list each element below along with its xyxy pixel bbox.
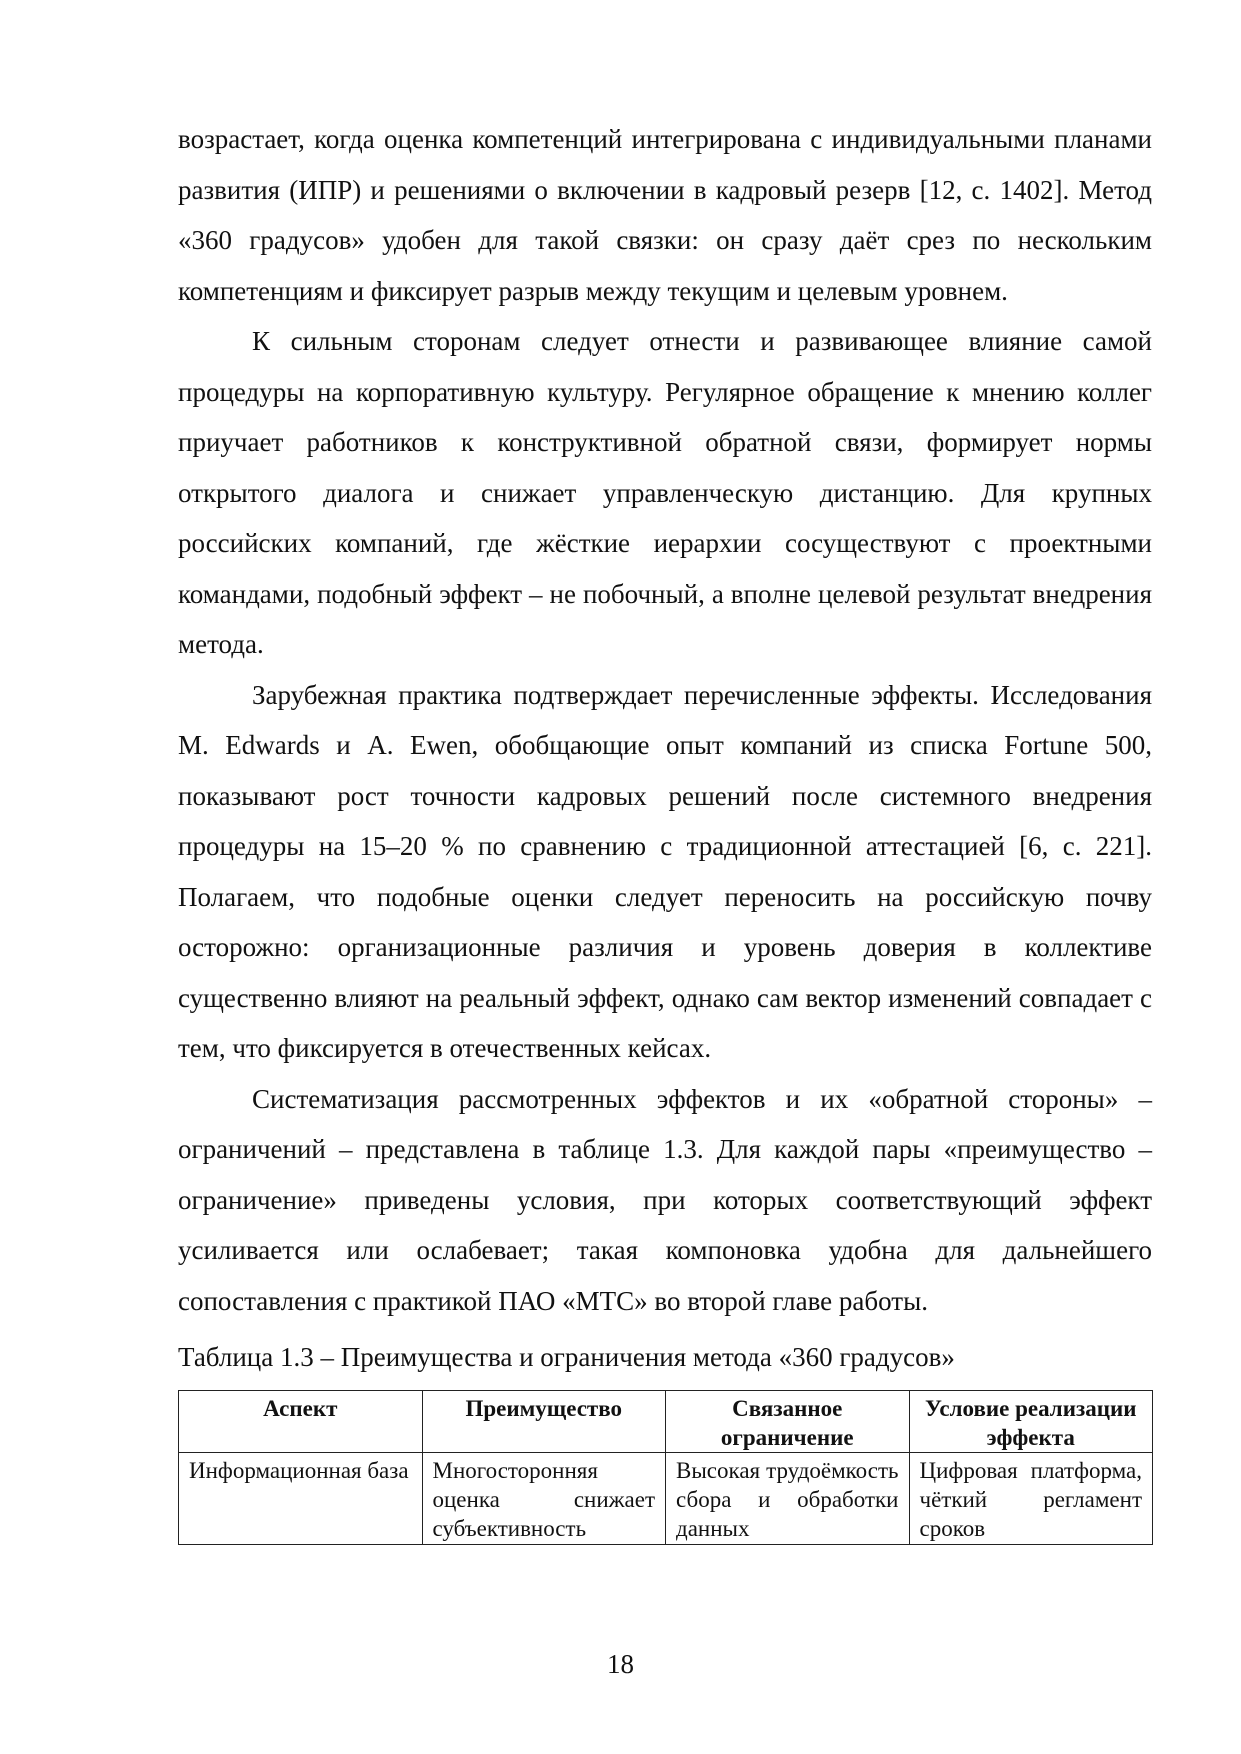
table-caption: Таблица 1.3 – Преимущества и ограничения метода «360 градусов» <box>178 1342 955 1372</box>
paragraph-corporate-culture: К сильным сторонам следует отнести и развивающее влияние самой процедуры на корпоративную культуру. Регулярное обращение к мнению коллег приучает работников к конструктивной обратной связи, формирует нормы открытого диалога и снижает управленческую дистанцию. Для крупных российских компаний, где жёсткие иерархии сосуществуют с проектными командами, подобный эффект – не побочный, а вполне целевой результат внедрения метода. <box>178 326 1152 659</box>
page-number: 18 <box>607 1649 634 1679</box>
cell-limitation: Высокая трудоёмкость сбора и обработки данных <box>666 1453 910 1545</box>
document-page <box>178 114 1152 1545</box>
cell-condition: Цифровая платформа, чёткий регламент сроков <box>909 1453 1153 1545</box>
table-row <box>179 1453 1153 1545</box>
cell-aspect: Информационная база <box>179 1453 423 1545</box>
table-header-row <box>179 1391 1153 1453</box>
header-advantage: Преимущество <box>422 1391 666 1453</box>
paragraph-systematization: Систематизация рассмотренных эффектов и их «обратной стороны» – ограничений – представлена в таблице 1.3. Для каждой пары «преимущество – ограничение» приведены условия, при которых соответствующий эффект усиливается или ослабевает; такая компоновка удобна для дальнейшего сопоставления с практикой ПАО «МТС» во второй главе работы. <box>178 1083 1152 1316</box>
header-condition: Условие реализации эффекта <box>909 1391 1153 1453</box>
header-limitation: Связанное ограничение <box>666 1391 910 1453</box>
cell-advantage: Многосторонняя оценка снижает субъективность <box>422 1453 666 1545</box>
header-aspect: Аспект <box>179 1391 423 1453</box>
paragraph-foreign-practice: Зарубежная практика подтверждает перечисленные эффекты. Исследования M. Edwards и A. Ewen, обобщающие опыт компаний из списка Fortune 500, показывают рост точности кадровых решений после системного внедрения процедуры на 15–20 % по сравнению с традиционной аттестацией [6, с. 221]. Полагаем, что подобные оценки следует переносить на российскую почву осторожно: организационные различия и уровень доверия в коллективе существенно влияют на реальный эффект, однако сам вектор изменений совпадает с тем, что фиксируется в отечественных кейсах. <box>178 679 1152 1063</box>
paragraph-continuation: возрастает, когда оценка компетенций интегрирована с индивидуальными планами развития (ИПР) и решениями о включении в кадровый резерв [12, с. 1402]. Метод «360 градусов» удобен для такой связки: он сразу даёт срез по нескольким компетенциям и фиксирует разрыв между текущим и целевым уровнем. <box>178 124 1152 306</box>
advantages-limitations-table <box>178 1390 1153 1545</box>
